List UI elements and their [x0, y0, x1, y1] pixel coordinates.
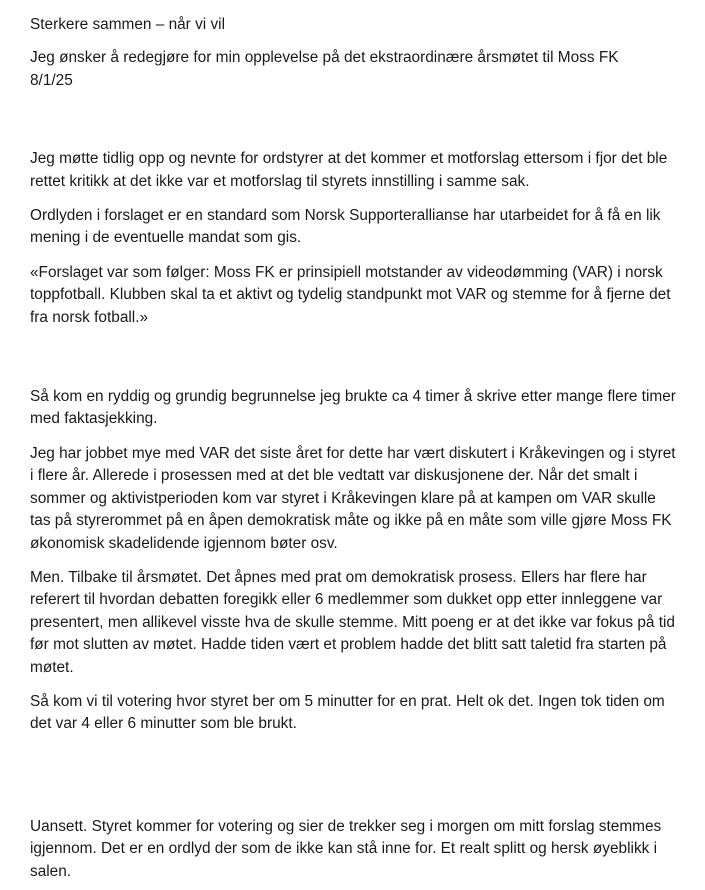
paragraph-5: Jeg har jobbet mye med VAR det siste året for dette har vært diskutert i Kråkevingen og i styret i flere år. Allerede i prosessen med at det ble vedtatt var diskusjonene der. Når det smalt i sommer og aktivistperioden kom var styret i Kråkevingen klare på at kampen om VAR skulle tas på styrerommet på en åpen demokratisk måte og ikke på en måte som ville gjøre Moss FK økonomisk skadelidende igjennom bøter osv. [30, 444, 676, 552]
intro-line: Jeg ønsker å redegjøre for min opplevelse på det ekstraordinære årsmøtet til Moss FK [30, 49, 619, 67]
paragraph-1: Jeg møtte tidlig opp og nevnte for ordstyrer at det kommer et motforslag ettersom i fjor det ble rettet kritikk at det ikke var et motforslag til styrets innstilling i samme sak. [30, 150, 668, 190]
paragraph-2: Ordlyden i forslaget er en standard som Norsk Supporterallianse har utarbeidet for å få en lik mening i de eventuelle mandat som gis. [30, 207, 661, 247]
document-title: Sterkere sammen – når vi vil [30, 16, 226, 33]
intro-date: 8/1/25 [30, 71, 73, 89]
paragraph-4: Så kom en ryddig og grundig begrunnelse jeg brukte ca 4 timer å skrive etter mange flere timer med faktasjekking. [30, 388, 676, 428]
proposal-quote: «Forslaget var som følger: Moss FK er prinsipiell motstander av videodømming (VAR) i norsk toppfotball. Klubben skal ta et aktivt og tydelig standpunkt mot VAR og stemme for å fjerne det fra norsk fotball.» [30, 263, 671, 326]
intro-paragraph [30, 47, 680, 92]
paragraph-6: Men. Tilbake til årsmøtet. Det åpnes med prat om demokratisk prosess. Ellers har flere har referert til hvordan debatten foregikk eller 6 medlemmer som dukket opp etter innleggene var presentert, men allikevel visste hva de skulle stemme. Mitt poeng er at det ikke var fokus på tid før mot slutten av møtet. Hadde tiden vært et problem hadde det blitt satt taletid fra starten på møtet. [30, 568, 675, 676]
document-body [30, 14, 680, 883]
paragraph-8: Uansett. Styret kommer for votering og sier de trekker seg i morgen om mitt forslag stemmes igjennom. Det er en ordlyd der som de ikke kan stå inne for. Et realt splitt og hersk øyeblikk i salen. [30, 817, 662, 880]
paragraph-7: Så kom vi til votering hvor styret ber om 5 minutter for en prat. Helt ok det. Ingen tok tiden om det var 4 eller 6 minutter som ble brukt. [30, 692, 665, 733]
